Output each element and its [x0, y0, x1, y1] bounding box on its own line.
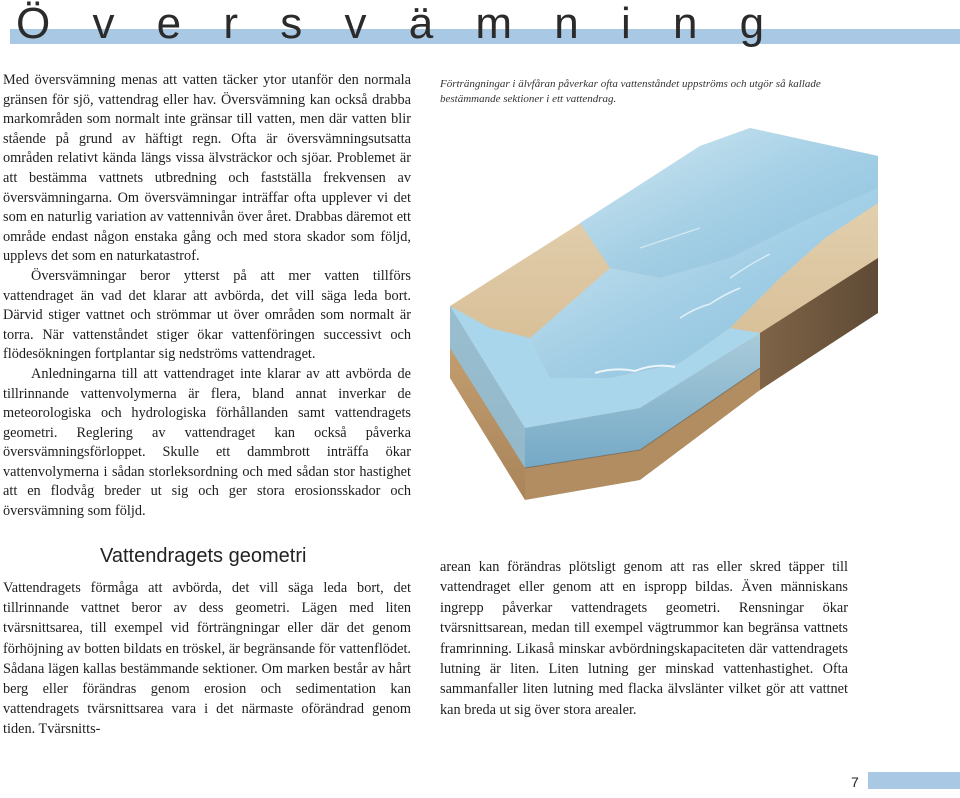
section-text-right: arean kan förändras plötsligt genom att ras eller skred täpper till vattendraget eller genom att en ispropp bildas. Även människans ingrepp påverkar vattendragets geometri. Rensningar ökar tvärsnittsarean, medan till exempel vägtrummor kan begränsa vattnets framrinning. Likaså minskar avbördningskapaciteten där vattendragets lutning är liten. Liten lutning ger minskad vattenhastighet. Ofta sammanfaller liten lutning med flacka älvslänter vilket gör att vattnet kan breda ut sig över stora arealer.: [440, 559, 848, 718]
page-number: 7: [851, 774, 859, 790]
page-number-band: [868, 772, 960, 789]
river-constriction-illustration: [430, 128, 880, 512]
page-title: Ö v e r s v ä m n i n g: [16, 0, 780, 48]
section-heading: Vattendragets geometri: [100, 545, 307, 567]
section-text-left: Vattendragets förmåga att avbörda, det vill säga leda bort, det tillrinnande vattnet beror av dess geometri. Lägen med liten tvärsnittsarea, till exempel vid förträngningar eller där det genom förhöjning av botten bildats en tröskel, är begränsande för vattenflödet. Sådana lägen kallas bestämmande sektioner. Om marken består av hårt berg eller förändras genom erosion och sedimentation kan vattendragets tvärsnittsarea vara i det närmaste oförändrad genom tiden. Tvärsnitts-: [3, 580, 411, 738]
figure-caption: Förträngningar i älvfåran påverkar ofta vattenståndet uppströms och utgör så kallade bestämmande sektioner i ett vattendrag.: [440, 78, 821, 105]
intro-paragraph-1: Med översvämning menas att vatten täcker ytor utanför den normala gränsen för sjö, vattendrag eller hav. Översvämning kan också drabba markområden som normalt inte gränsar till vatten, men där vatten blir stående på grund av häftigt regn. Ofta är översvämningsutsatta områden relativt kända längs vissa älvsträckor och sjöar. Problemet är att bestämma vattnets utbredning och fastställa frekvensen av översvämningarna. Om översvämningar inträffar ofta upplever vi det som en naturlig variation av vattennivån över året. Drabbas däremot ett område endast någon enstaka gång och med stora skador som följd, upplevs det som en naturkatastrof.: [3, 72, 411, 265]
intro-text: [3, 71, 411, 522]
intro-paragraph-2: Översvämningar beror ytterst på att mer vatten tillförs vattendraget än vad det klarar att avbörda, det vill säga leda bort. Därvid stiger vattnet och strömmar ut över områden som normalt är torra. När vattenståndet stiger ökar vattenföringen successivt och flödesökningen fortplantar sig nedströms vattendraget.: [3, 267, 411, 363]
intro-paragraph-3: Anledningarna till att vattendraget inte klarar av att avbörda de tillrinnande vattenvolymerna är flera, bland annat inverkar de meteorologiska och hydrologiska förhållanden samt vattendragets geometri. Reglering av vattendraget kan också påverka översvämningsförloppet. Skulle ett dammbrott inträffa ökar vattenvolymerna i sådan storleksordning och med sådan stor hastighet att en flodvåg breder ut sig och ger stora erosionsskador och översvämning som följd.: [3, 365, 411, 520]
